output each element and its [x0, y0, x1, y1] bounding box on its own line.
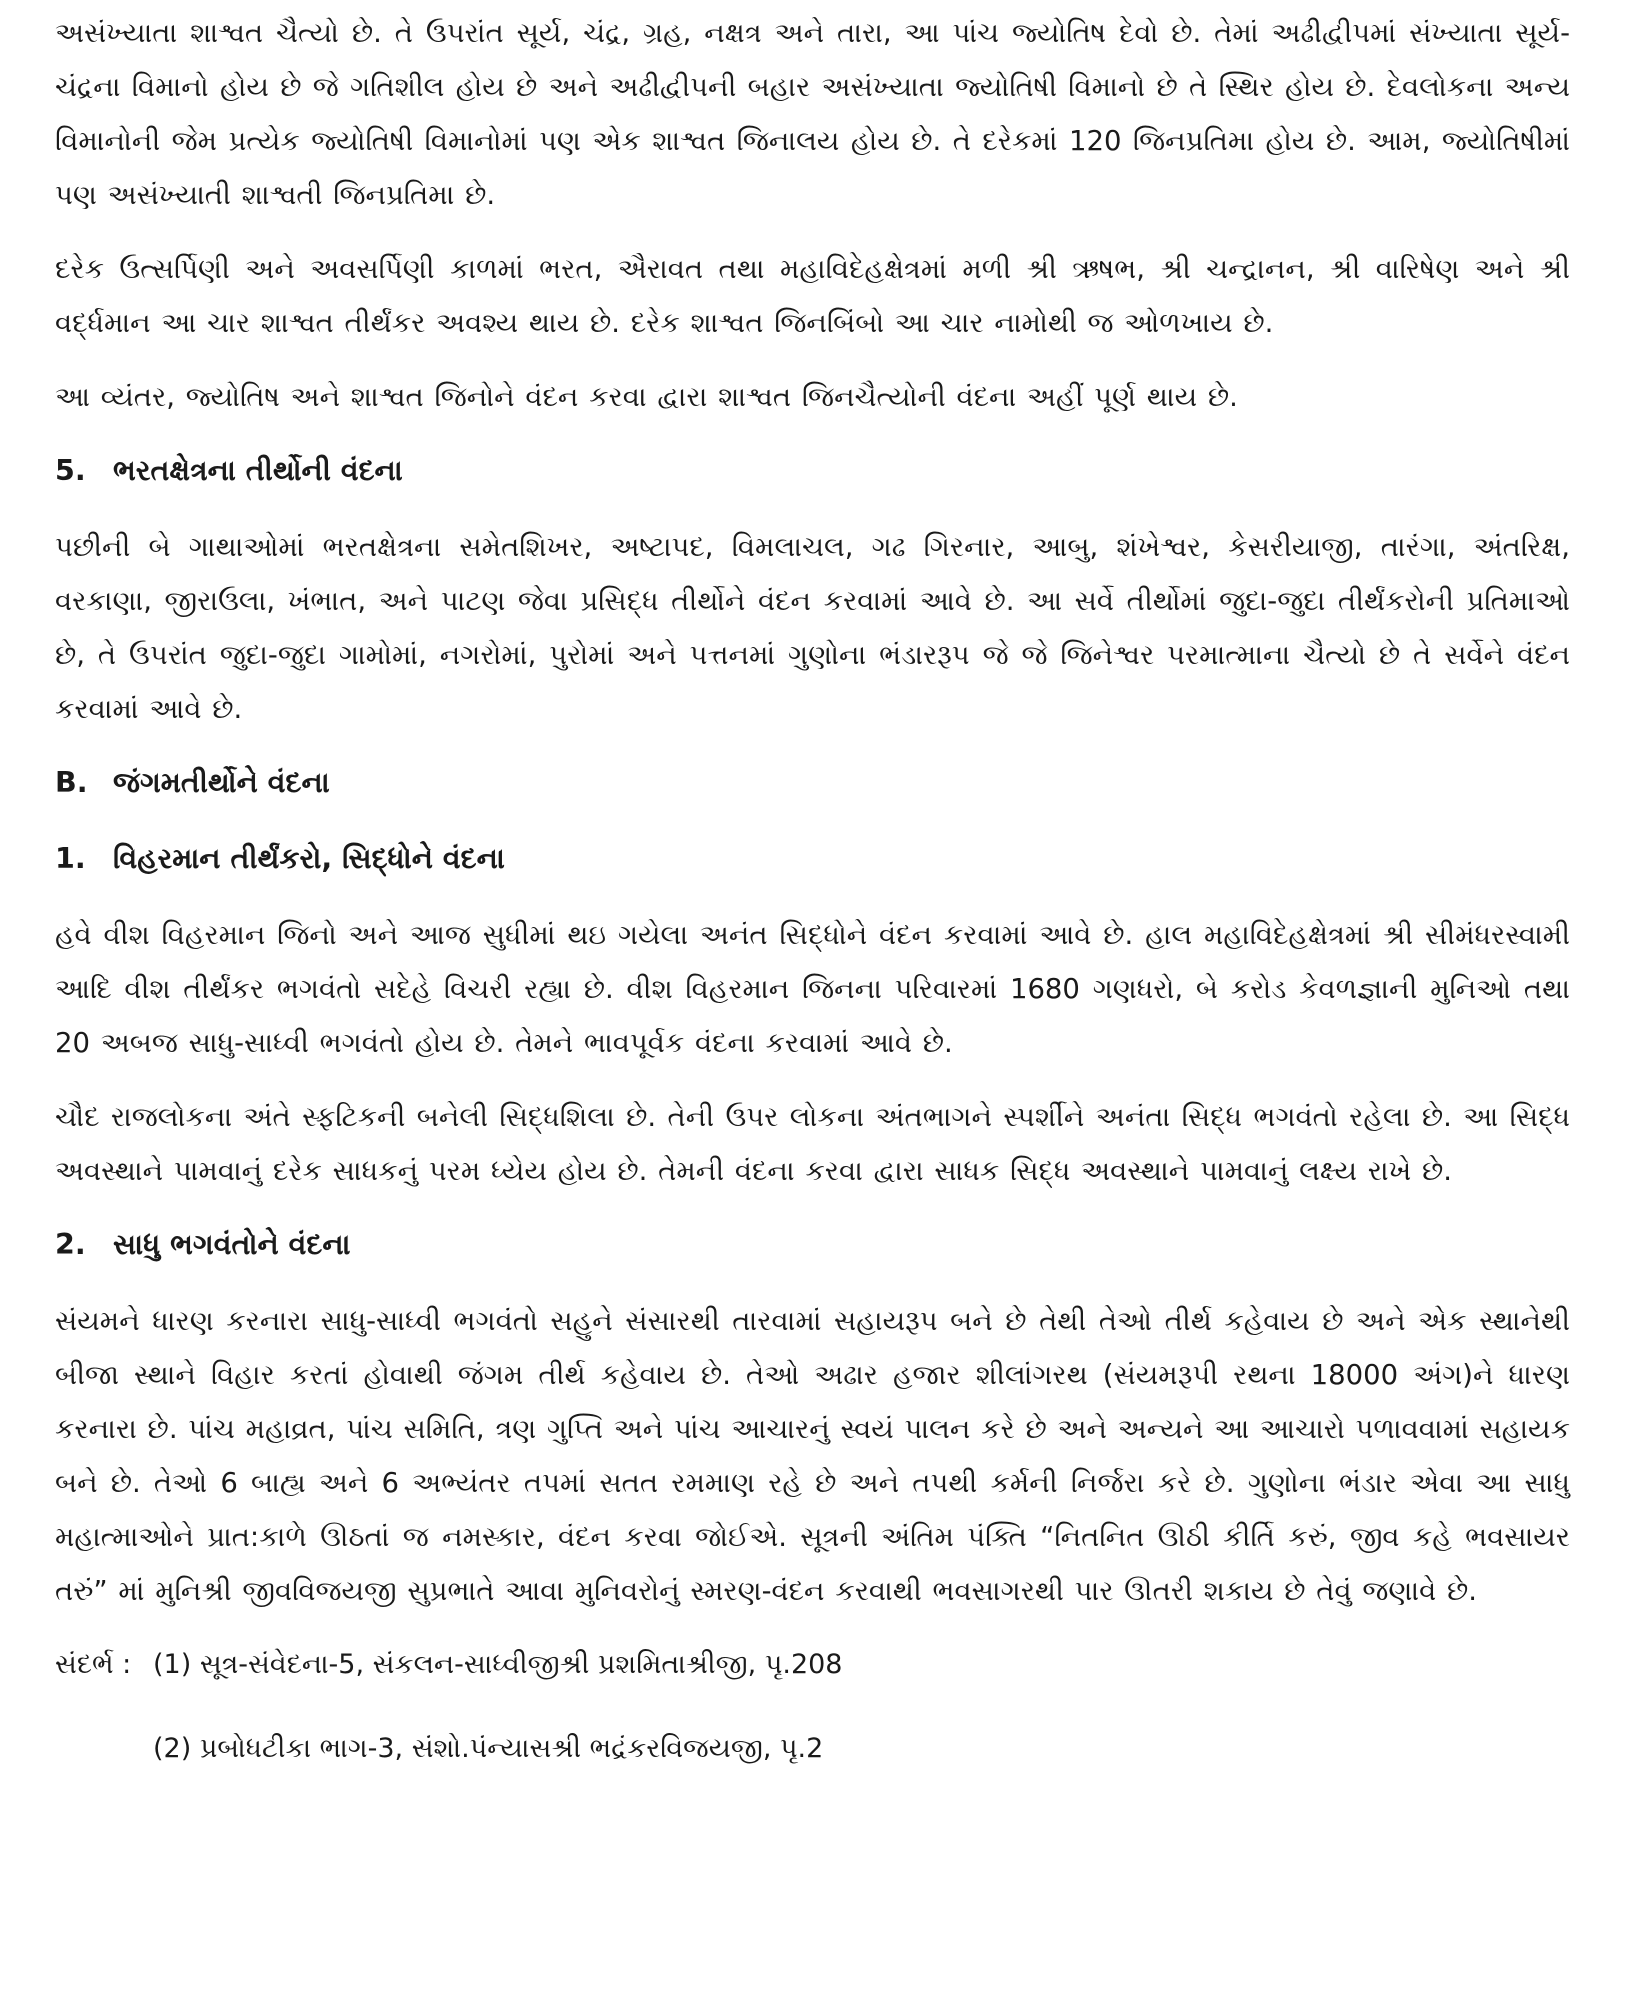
paragraph-vandana-summary: આ વ્યંતર, જ્યોતિષ અને શાશ્વત જિનોને વંદન કરવા દ્વારા શાશ્વત જિનચૈત્યોની વંદના અહીં પૂર્ણ થાય છે. [55, 381, 1238, 413]
paragraph-sadhu-bhagvant: સંયમને ધારણ કરનારા સાધુ-સાધ્વી ભગવંતો સહુને સંસારથી તારવામાં સહાયરૂપ બને છે તેથી તેઓ તીર્થ કહેવાય છે અને એક સ્થાનેથી બીજા સ્થાને વિહાર કરતાં હોવાથી જંગમ તીર્થ કહેવાય છે. તેઓ અઢાર હજાર શીલાંગરથ (સંયમરૂપી રથના 18000 અંગ)ને ધારણ કરનારા છે. પાંચ મહાવ્રત, પાંચ સમિતિ, ત્રણ ગુપ્તિ અને પાંચ આચારનું સ્વયં પાલન કરે છે અને અન્યને આ આચારો પળાવવામાં સહાયક બને છે. તેઓ 6 બાહ્ય અને 6 અભ્યંતર તપમાં સતત રમમાણ રહે છે અને તપથી કર્મની નિર્જરા કરે છે. ગુણોના ભંડાર એવા આ સાધુ મહાત્માઓને પ્રાત:કાળે ઊઠતાં જ નમસ્કાર, વંદન કરવા જોઈએ. સૂત્રની અંતિમ પંક્તિ “નિતનિત ઊઠી કીર્તિ કરું, જીવ કહે ભવસાયર તરું” માં મુનિશ્રી જીવવિજયજી સુપ્રભાતે આવા મુનિવરોનું સ્મરણ-વંદન કરવાથી ભવસાગરથી પાર ઊતરી શકાય છે તેવું જણાવે છે. [55, 1305, 1570, 1607]
heading-text: જંગમતીર્થોને વંદના [113, 766, 330, 799]
heading-number: B. [55, 766, 88, 799]
heading-sadhu [55, 1218, 1570, 1272]
heading-text: ભરતક્ષેત્રના તીર્થોની વંદના [113, 454, 403, 487]
heading-text: સાધુ ભગવંતોને વંદના [113, 1228, 351, 1261]
reference-row [55, 1722, 1570, 1776]
heading-number: 1. [55, 842, 86, 875]
paragraph-shashvat-tirthankar: દરેક ઉત્સર્પિણી અને અવસર્પિણી કાળમાં ભરત, ઐરાવત તથા મહાવિદેહક્ષેત્રમાં મળી શ્રી ઋષભ, શ્રી ચન્દ્રાનન, શ્રી વારિષેણ અને શ્રી વર્દ્ધમાન આ ચાર શાશ્વત તીર્થંકર અવશ્ય થાય છે. દરેક શાશ્વત જિનબિંબો આ ચાર નામોથી જ ઓળખાય છે. [55, 253, 1570, 339]
document-page [55, 6, 1570, 1776]
heading-number: 5. [55, 454, 86, 487]
references [55, 1638, 1570, 1776]
reference-item: (1) સૂત્ર-સંવેદના-5, સંકલન-સાધ્વીજીશ્રી પ્રશમિતાશ્રીજી, પૃ.208 [153, 1649, 843, 1680]
heading-viharman [55, 832, 1570, 886]
paragraph-jyotish: અસંખ્યાતા શાશ્વત ચૈત્યો છે. તે ઉપરાંત સૂર્ય, ચંદ્ર, ગ્રહ, નક્ષત્ર અને તારા, આ પાંચ જ્યોતિષ દેવો છે. તેમાં અઢીદ્વીપમાં સંખ્યાતા સૂર્ય-ચંદ્રના વિમાનો હોય છે જે ગતિશીલ હોય છે અને અઢીદ્વીપની બહાર અસંખ્યાતા જ્યોતિષી વિમાનો છે તે સ્થિર હોય છે. દેવલોકના અન્ય વિમાનોની જેમ પ્રત્યેક જ્યોતિષી વિમાનોમાં પણ એક શાશ્વત જિનાલય હોય છે. તે દરેકમાં 120 જિનપ્રતિમા હોય છે. આમ, જ્યોતિષીમાં પણ અસંખ્યાતી શાશ્વતી જિનપ્રતિમા છે. [55, 17, 1570, 211]
paragraph-viharman-jin: હવે વીશ વિહરમાન જિનો અને આજ સુધીમાં થઇ ગયેલા અનંત સિદ્ધોને વંદન કરવામાં આવે છે. હાલ મહાવિદેહક્ષેત્રમાં શ્રી સીમંધરસ્વામી આદિ વીશ તીર્થંકર ભગવંતો સદેહે વિચરી રહ્યા છે. વીશ વિહરમાન જિનના પરિવારમાં 1680 ગણધરો, બે કરોડ કેવળજ્ઞાની મુનિઓ તથા 20 અબજ સાધુ-સાધ્વી ભગવંતો હોય છે. તેમને ભાવપૂર્વક વંદના કરવામાં આવે છે. [55, 919, 1570, 1059]
reference-row [55, 1638, 1570, 1692]
reference-item: (2) પ્રબોધટીકા ભાગ-3, સંશો.પંન્યાસશ્રી ભદ્રંકરવિજયજી, પૃ.2 [153, 1733, 824, 1764]
heading-number: 2. [55, 1228, 86, 1261]
heading-jangam-tirth [55, 756, 1570, 810]
paragraph-tirth-list: પછીની બે ગાથાઓમાં ભરતક્ષેત્રના સમેતશિખર, અષ્ટાપદ, વિમલાચલ, ગઢ ગિરનાર, આબુ, શંખેશ્વર, કેસરીયાજી, તારંગા, અંતરિક્ષ, વરકાણા, જીરાઉલા, ખંભાત, અને પાટણ જેવા પ્રસિદ્ધ તીર્થોને વંદન કરવામાં આવે છે. આ સર્વે તીર્થોમાં જુદા-જુદા તીર્થંકરોની પ્રતિમાઓ છે, તે ઉપરાંત જુદા-જુદા ગામોમાં, નગરોમાં, પુરોમાં અને પત્તનમાં ગુણોના ભંડારરૂપ જે જે જિનેશ્વર પરમાત્માના ચૈત્યો છે તે સર્વેને વંદન કરવામાં આવે છે. [55, 531, 1570, 725]
heading-bharatkshetra [55, 444, 1570, 498]
paragraph-siddhshila: ચૌદ રાજલોકના અંતે સ્ફટિકની બનેલી સિદ્ધશિલા છે. તેની ઉપર લોકના અંતભાગને સ્પર્શીને અનંતા સિદ્ધ ભગવંતો રહેલા છે. આ સિદ્ધ અવસ્થાને પામવાનું દરેક સાધકનું પરમ ધ્યેય હોય છે. તેમની વંદના કરવા દ્વારા સાધક સિદ્ધ અવસ્થાને પામવાનું લક્ષ્ય રાખે છે. [55, 1101, 1570, 1187]
heading-text: વિહરમાન તીર્થંકરો, સિદ્ધોને વંદના [113, 842, 505, 875]
reference-label: સંદર્ભ : [55, 1649, 132, 1680]
